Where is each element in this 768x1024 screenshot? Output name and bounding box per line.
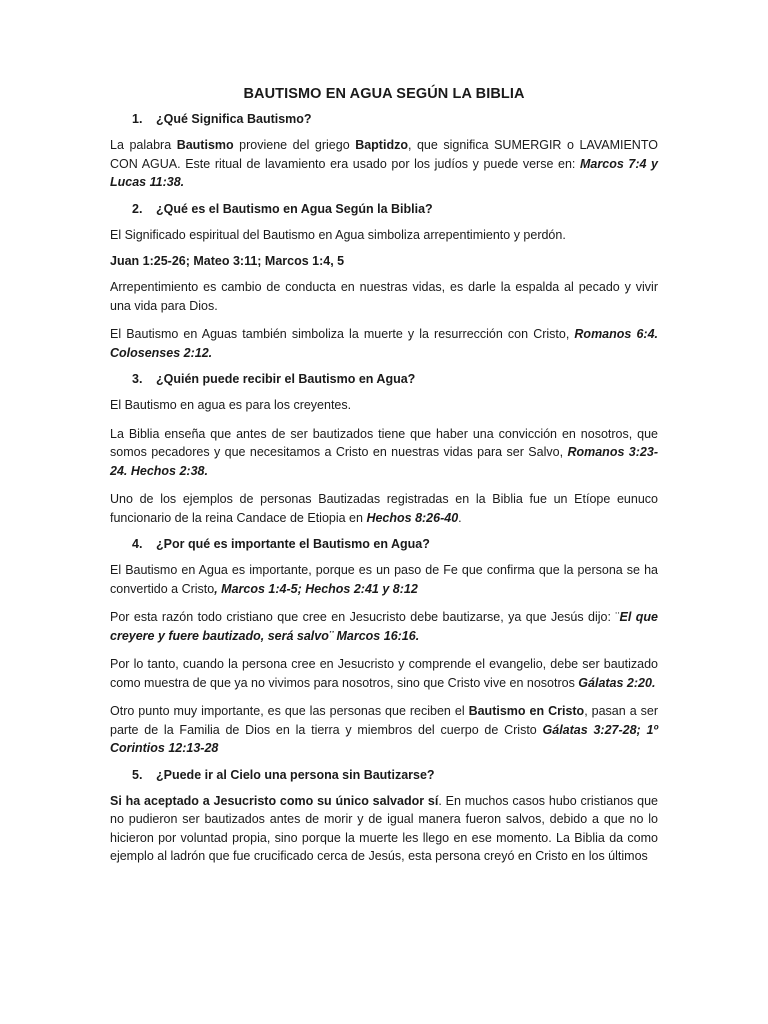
question-1: 1. ¿Qué Significa Bautismo?	[132, 112, 312, 126]
paragraph: Uno de los ejemplos de personas Bautizadas registradas en la Biblia fue un Etíope eunuco funcionario de la reina Candace de Etiopia en Hechos 8:26-40.	[110, 492, 658, 525]
bible-reference: Juan 1:25-26; Mateo 3:11; Marcos 1:4, 5	[110, 254, 345, 268]
paragraph: Por lo tanto, cuando la persona cree en Jesucristo y comprende el evangelio, debe ser bautizado como muestra de que ya no vivimos para nosotros, sino que Cristo vive en nosotros Gálatas 2:20.	[110, 657, 658, 690]
paragraph: El Bautismo en Aguas también simboliza la muerte y la resurrección con Cristo, Romanos 6:4. Colosenses 2:12.	[110, 327, 658, 360]
paragraph: Por esta razón todo cristiano que cree en Jesucristo debe bautizarse, ya que Jesús dijo: ¨El que creyere y fuere bautizado, será salvo¨ Marcos 16:16.	[110, 610, 658, 643]
question-4: 4. ¿Por qué es importante el Bautismo en Agua?	[132, 537, 430, 551]
question-5: 5. ¿Puede ir al Cielo una persona sin Bautizarse?	[132, 767, 435, 782]
paragraph: Si ha aceptado a Jesucristo como su único salvador sí. En muchos casos hubo cristianos que no pudieron ser bautizados antes de morir y de igual manera fueron salvos, debido a que no lo hicieron por voluntad propia, sino porque la muerte les llego en ese momento. La Biblia da como ejemplo al ladrón que fue crucificado cerca de Jesús, esta persona creyó en Cristo en los últimos	[110, 793, 658, 863]
paragraph: El Bautismo en agua es para los creyentes.	[110, 398, 352, 412]
paragraph: La Biblia enseña que antes de ser bautizados tiene que haber una convicción en nosotros, que somos pecadores y que necesitamos a Cristo en nuestras vidas para ser Salvo, Romanos 3:23-24. Hechos 2:38.	[110, 426, 658, 478]
paragraph: El Bautismo en Agua es importante, porque es un paso de Fe que confirma que la persona se ha convertido a Cristo, Marcos 1:4-5; Hechos 2:41 y 8:12	[110, 563, 658, 596]
question-3: 3. ¿Quién puede recibir el Bautismo en Agua?	[132, 372, 416, 386]
paragraph: Otro punto muy importante, es que las personas que reciben el Bautismo en Cristo, pasan a ser parte de la Familia de Dios en la tierra y miembros del cuerpo de Cristo Gálatas 3:27-28; 1º Corintios 12:13-28	[110, 704, 658, 755]
paragraph: Arrepentimiento es cambio de conducta en nuestras vidas, es darle la espalda al pecado y vivir una vida para Dios.	[110, 280, 658, 313]
paragraph: La palabra Bautismo proviene del griego Baptidzo, que significa SUMERGIR o LAVAMIENTO CON AGUA. Este ritual de lavamiento era usado por los judíos y puede verse en: Marcos 7:4 y Lucas 11:38.	[110, 138, 659, 189]
document-title: BAUTISMO EN AGUA SEGÚN LA BIBLIA	[243, 86, 525, 102]
paragraph: El Significado espiritual del Bautismo en Agua simboliza arrepentimiento y perdón.	[110, 227, 566, 242]
question-2: 2. ¿Qué es el Bautismo en Agua Según la Biblia?	[132, 201, 433, 216]
